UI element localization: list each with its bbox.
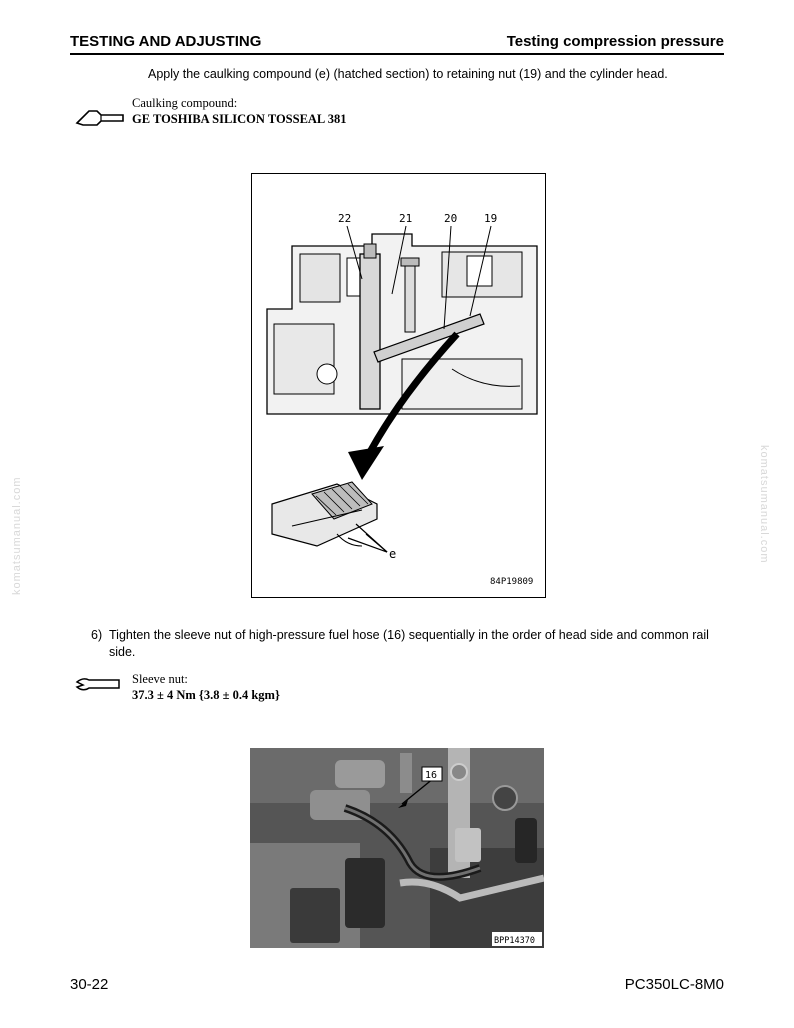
- photo-callout-16: 16: [425, 770, 438, 781]
- callout-21: 21: [399, 212, 413, 225]
- figure-code: 84P19809: [490, 577, 534, 587]
- engine-photo: [250, 748, 544, 948]
- step-number: 6): [91, 628, 103, 642]
- section-title: TESTING AND ADJUSTING: [70, 33, 262, 50]
- injector-diagram: [251, 173, 546, 598]
- callout-19: 19: [484, 212, 498, 225]
- injector-drawing: [252, 174, 545, 597]
- wrench-icon: [75, 676, 121, 694]
- caulking-value: GE TOSHIBA SILICON TOSSEAL 381: [132, 112, 347, 126]
- callout-22: 22: [338, 212, 352, 225]
- engine-photo-drawing: [250, 748, 544, 948]
- photo-code: BPP14370: [494, 936, 535, 946]
- torque-label: Sleeve nut:: [132, 672, 188, 686]
- intro-paragraph: Apply the caulking compound (e) (hatched section) to retaining nut (19) and the cylinder head.: [148, 67, 668, 81]
- watermark-right: komatsumanual.com: [758, 445, 770, 564]
- callout-20: 20: [444, 212, 458, 225]
- watermark-left: komatsumanual.com: [11, 476, 23, 595]
- detail-label-e: e: [389, 547, 397, 561]
- page-number: 30-22: [70, 976, 109, 993]
- torque-value: 37.3 ± 4 Nm {3.8 ± 0.4 kgm}: [132, 688, 280, 702]
- caulking-gun-icon: [75, 106, 127, 128]
- detail-view: [272, 482, 396, 561]
- page-header: [70, 33, 724, 55]
- topic-title: Testing compression pressure: [506, 33, 724, 50]
- step-text: Tighten the sleeve nut of high-pressure fuel hose (16) sequentially in the order of head side and common rail side.: [109, 628, 709, 659]
- caulking-label: Caulking compound:: [132, 96, 238, 110]
- model-number: PC350LC-8M0: [624, 976, 724, 993]
